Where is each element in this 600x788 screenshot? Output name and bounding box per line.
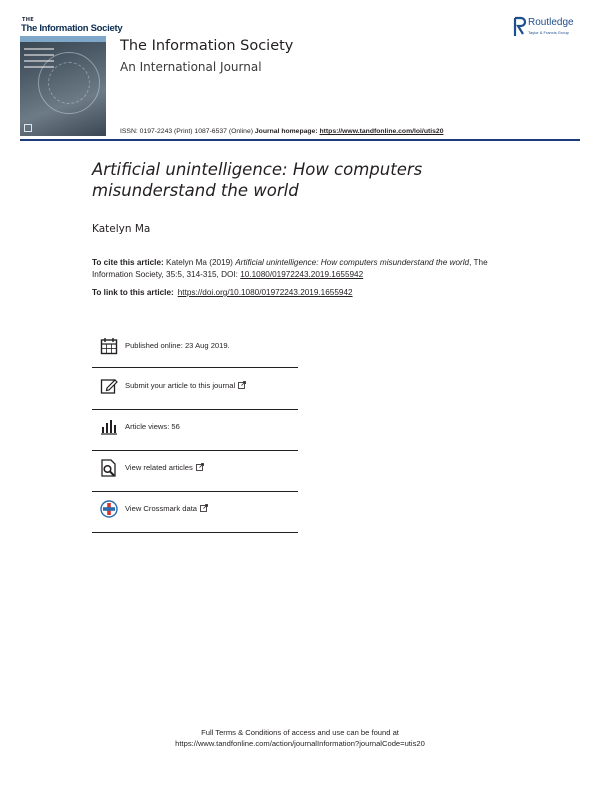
cover-circle-inner bbox=[48, 62, 90, 104]
related-articles-link[interactable] bbox=[125, 463, 204, 472]
citation-title: Artificial unintelligence: How computers misunderstand the world bbox=[235, 258, 470, 267]
routledge-logo-icon bbox=[512, 16, 526, 38]
publisher-name: Routledge bbox=[528, 17, 574, 28]
citation-authors-year: Katelyn Ma (2019) bbox=[163, 258, 236, 267]
footer bbox=[0, 727, 600, 749]
submit-article-row[interactable] bbox=[92, 377, 298, 418]
header-divider bbox=[20, 139, 580, 141]
crossmark-label: View Crossmark data bbox=[125, 504, 198, 513]
citation-label: To cite this article: bbox=[92, 258, 164, 267]
external-link-icon bbox=[200, 504, 208, 512]
crossmark-link[interactable] bbox=[125, 504, 208, 513]
article-views-row bbox=[92, 418, 298, 459]
journal-cover-image bbox=[20, 16, 123, 136]
calendar-icon bbox=[100, 337, 118, 355]
link-label: To link to this article: bbox=[92, 288, 174, 297]
info-divider bbox=[92, 367, 298, 368]
article-title bbox=[92, 159, 532, 201]
article-doi-url[interactable]: https://doi.org/10.1080/01972243.2019.1655942 bbox=[177, 288, 353, 297]
published-online-text: Published online: 23 Aug 2019. bbox=[125, 341, 230, 350]
bar-chart-icon bbox=[100, 418, 118, 436]
submit-article-label: Submit your article to this journal bbox=[125, 381, 236, 390]
info-divider bbox=[92, 532, 298, 533]
homepage-label: Journal homepage: bbox=[254, 128, 320, 135]
link-to-article bbox=[92, 288, 353, 297]
article-title-line-2: misunderstand the world bbox=[92, 181, 299, 200]
document-search-icon bbox=[100, 459, 118, 477]
cover-subband bbox=[20, 36, 106, 42]
info-divider bbox=[92, 450, 298, 451]
cover-the-label: THE bbox=[22, 17, 34, 23]
external-link-icon bbox=[196, 463, 204, 471]
info-divider bbox=[92, 409, 298, 410]
journal-homepage-link[interactable]: https://www.tandfonline.com/loi/utis20 bbox=[319, 128, 444, 135]
citation-source: , The Information Society, 35:5, 314-315, DOI: bbox=[92, 258, 488, 279]
external-link-icon bbox=[238, 381, 246, 389]
publisher-logo bbox=[512, 16, 592, 46]
article-views-text: Article views: 56 bbox=[125, 422, 180, 431]
edit-icon bbox=[100, 377, 118, 395]
issn-line bbox=[120, 128, 443, 135]
article-title-line-1: Artificial unintelligence: How computers bbox=[92, 160, 423, 179]
crossmark-row[interactable] bbox=[92, 500, 298, 541]
cover-publisher-mark bbox=[24, 124, 32, 132]
related-articles-row[interactable] bbox=[92, 459, 298, 500]
journal-title: The Information Society bbox=[120, 38, 294, 54]
info-divider bbox=[92, 491, 298, 492]
article-author: Katelyn Ma bbox=[92, 223, 151, 235]
published-online-row bbox=[92, 337, 298, 378]
citation-block bbox=[92, 257, 512, 281]
submit-article-link[interactable] bbox=[125, 381, 246, 390]
journal-subtitle: An International Journal bbox=[120, 60, 262, 74]
related-articles-label: View related articles bbox=[125, 463, 193, 472]
footer-terms-link[interactable]: https://www.tandfonline.com/action/journalInformation?journalCode=utis20 bbox=[175, 739, 425, 748]
citation-doi-link[interactable]: 10.1080/01972243.2019.1655942 bbox=[240, 270, 364, 279]
crossmark-icon bbox=[100, 500, 118, 518]
cover-title: The Information Society bbox=[21, 23, 123, 34]
issn-text: ISSN: 0197-2243 (Print) 1087-6537 (Online) bbox=[120, 128, 255, 135]
publisher-tagline: Taylor & Francis Group bbox=[528, 30, 569, 35]
footer-terms-text: Full Terms & Conditions of access and use can be found at bbox=[201, 728, 399, 737]
